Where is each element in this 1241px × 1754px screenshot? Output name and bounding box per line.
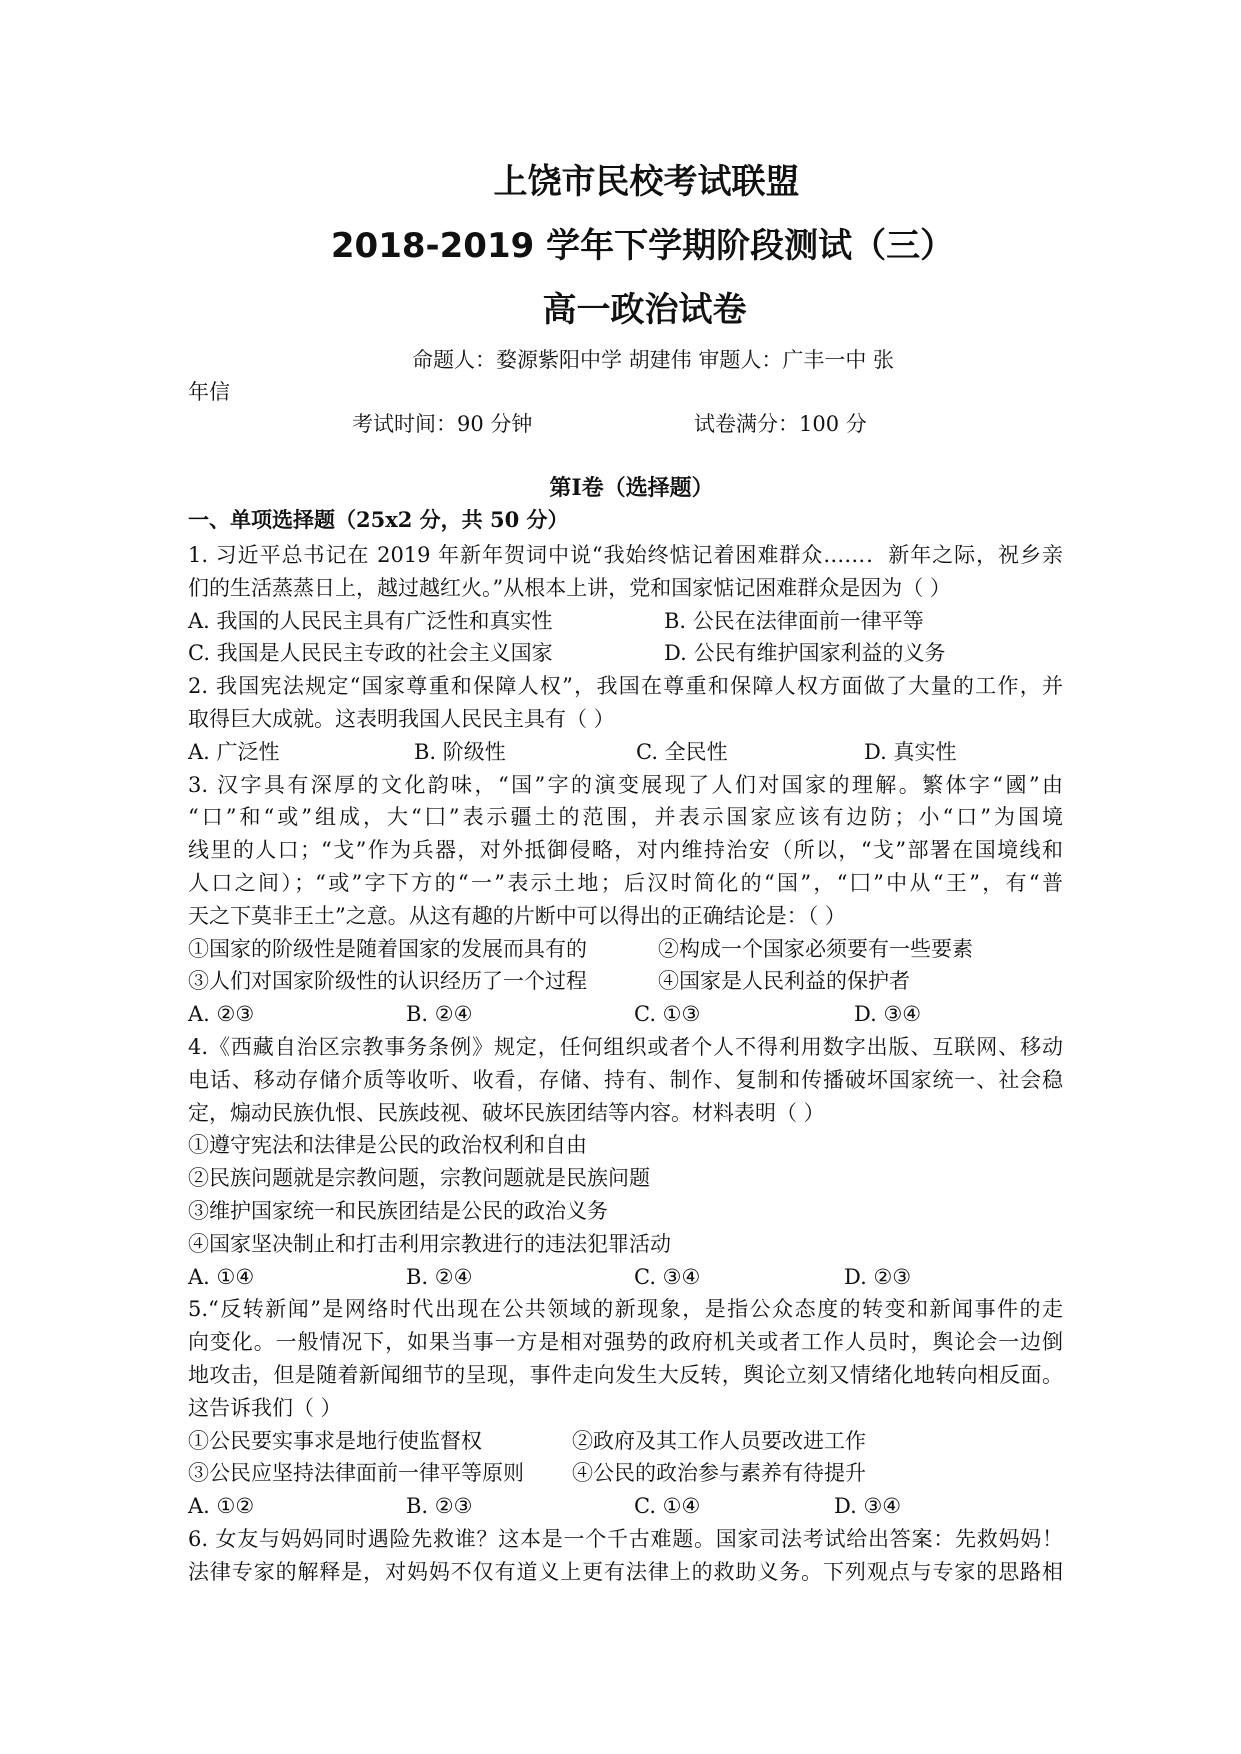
option-a: A. ②③ bbox=[188, 1002, 255, 1027]
statement-2: ②民族问题就是宗教问题，宗教问题就是民族问题 bbox=[188, 1166, 650, 1191]
option-a: A. ①④ bbox=[188, 1264, 255, 1289]
exam-term-title: 2018-2019 学年下学期阶段测试（三） bbox=[330, 226, 955, 266]
statement-2: ②构成一个国家必须要有一些要素 bbox=[658, 936, 973, 961]
exam-time: 考试时间：90 分钟 bbox=[352, 412, 533, 436]
statement-3: ③维护国家统一和民族团结是公民的政治义务 bbox=[188, 1198, 608, 1223]
question-1-stem-line: 们的生活蒸蒸日上，越过越红火。”从根本上讲，党和国家惦记困难群众是因为（ ） bbox=[188, 575, 951, 600]
question-5-stem-line: 这告诉我们（ ） bbox=[188, 1395, 342, 1420]
question-2-options-row bbox=[188, 736, 1063, 769]
question-2-stem-line: 取得巨大成就。这表明我国人民民主具有（ ） bbox=[188, 706, 615, 731]
option-a: A. 广泛性 bbox=[188, 739, 280, 764]
exam-subject-title: 高一政治试卷 bbox=[542, 290, 747, 330]
statement-1: ①国家的阶级性是随着国家的发展而具有的 bbox=[188, 936, 587, 961]
option-b: B. ②④ bbox=[406, 1002, 473, 1027]
statement-4: ④国家是人民利益的保护者 bbox=[658, 969, 910, 994]
option-c: C. ③④ bbox=[634, 1264, 701, 1289]
question-5-stem-line: 5.“反转新闻”是网络时代出现在公共领域的新现象，是指公众态度的转变和新闻事件的走 bbox=[188, 1297, 1063, 1322]
question-4-stem-line: 4.《西藏自治区宗教事务条例》规定，任何组织或者个人不得利用数字出版、互联网、移动 bbox=[188, 1034, 1063, 1059]
question-1-options-row bbox=[188, 605, 1063, 638]
option-d: D. 真实性 bbox=[864, 739, 957, 764]
question-3-stem-line: 天之下莫非王土”之意。从这有趣的片断中可以得出的正确结论是：（ ） bbox=[188, 903, 846, 928]
question-2-stem-line: 2. 我国宪法规定“国家尊重和保障人权”，我国在尊重和保障人权方面做了大量的工作，并 bbox=[188, 674, 1063, 699]
option-d: D. 公民有维护国家利益的义务 bbox=[664, 641, 946, 666]
question-3-options-row bbox=[188, 998, 1063, 1031]
authors-line-continued: 年信 bbox=[188, 380, 230, 404]
authors-line: 命题人：婺源紫阳中学 胡建伟 审题人：广丰一中 张 bbox=[412, 348, 895, 372]
full-score: 试卷满分：100 分 bbox=[694, 412, 867, 436]
option-b: B. ②③ bbox=[406, 1494, 473, 1519]
option-b: B. 阶级性 bbox=[414, 739, 506, 764]
question-3-statements-row bbox=[188, 933, 1063, 966]
statement-4: ④国家坚决制止和打击利用宗教进行的违法犯罪活动 bbox=[188, 1231, 671, 1256]
question-5-stem-line: 地攻击，但是随着新闻细节的呈现，事件走向发生大反转，舆论立刻又情绪化地转向相反面。 bbox=[188, 1362, 1063, 1387]
exam-union-title: 上饶市民校考试联盟 bbox=[493, 162, 800, 202]
question-5-stem-line: 向变化。一般情况下，如果当事一方是相对强势的政府机关或者工作人员时，舆论会一边倒 bbox=[188, 1330, 1063, 1355]
statement-4: ④公民的政治参与素养有待提升 bbox=[572, 1461, 866, 1486]
question-6-stem-line: 6. 女友与妈妈同时遇险先救谁？这本是一个千古难题。国家司法考试给出答案：先救妈妈！ bbox=[188, 1526, 1063, 1551]
question-5-options-row bbox=[188, 1490, 1063, 1523]
question-1-stem-line: 1. 习近平总书记在 2019 年新年贺词中说“我始终惦记着困难群众……．新年之际，祝乡亲 bbox=[188, 543, 1063, 567]
option-d: D. ③④ bbox=[854, 1002, 922, 1027]
question-5-statements-row bbox=[188, 1425, 1063, 1458]
statement-3: ③公民应坚持法律面前一律平等原则 bbox=[188, 1461, 524, 1486]
question-6-stem-line: 法律专家的解释是，对妈妈不仅有道义上更有法律上的救助义务。下列观点与专家的思路相 bbox=[188, 1559, 1063, 1584]
option-c: C. 我国是人民民主专政的社会主义国家 bbox=[188, 641, 553, 666]
option-c: C. ①③ bbox=[634, 1002, 701, 1027]
question-3-stem-line: 线里的人口；“戈”作为兵器，对外抵御侵略，对内维持治安（所以，“戈”部署在国境线和 bbox=[188, 838, 1063, 863]
option-d: D. ③④ bbox=[834, 1494, 902, 1519]
option-c: C. ①④ bbox=[634, 1494, 701, 1519]
part-title: 一、单项选择题（25x2 分，共 50 分） bbox=[188, 507, 569, 532]
option-a: A. ①② bbox=[188, 1494, 255, 1519]
question-5-statements-row bbox=[188, 1457, 1063, 1490]
question-3-stem-line: 人口之间）；“或”字下方的“一”表示土地；后汉时简化的“国”，“囗”中从“王”，有“普 bbox=[188, 870, 1063, 895]
question-3-stem-line: “口”和“或”组成，大“囗”表示疆土的范围，并表示国家应该有边防；小“口”为国境 bbox=[188, 805, 1063, 830]
option-d: D. ②③ bbox=[844, 1264, 912, 1289]
statement-1: ①遵守宪法和法律是公民的政治权利和自由 bbox=[188, 1133, 587, 1158]
question-3-stem-line: 3. 汉字具有深厚的文化韵味，“国”字的演变展现了人们对国家的理解。繁体字“國”由 bbox=[188, 772, 1063, 797]
statement-2: ②政府及其工作人员要改进工作 bbox=[572, 1428, 866, 1453]
question-4-stem-line: 电话、移动存储介质等收听、收看，存储、持有、制作、复制和传播破坏国家统一、社会稳 bbox=[188, 1067, 1063, 1092]
option-a: A. 我国的人民民主具有广泛性和真实性 bbox=[188, 608, 553, 633]
statement-1: ①公民要实事求是地行使监督权 bbox=[188, 1428, 482, 1453]
volume-title: 第Ⅰ卷（选择题） bbox=[549, 475, 714, 501]
question-4-options-row bbox=[188, 1261, 1063, 1294]
option-c: C. 全民性 bbox=[636, 739, 728, 764]
statement-3: ③人们对国家阶级性的认识经历了一个过程 bbox=[188, 969, 587, 994]
option-b: B. 公民在法律面前一律平等 bbox=[664, 608, 924, 633]
question-3-statements-row bbox=[188, 965, 1063, 998]
question-4-stem-line: 定，煽动民族仇恨、民族歧视、破坏民族团结等内容。材料表明（ ） bbox=[188, 1100, 825, 1125]
option-b: B. ②④ bbox=[406, 1264, 473, 1289]
questions-body bbox=[188, 539, 1063, 1589]
question-1-options-row bbox=[188, 637, 1063, 670]
